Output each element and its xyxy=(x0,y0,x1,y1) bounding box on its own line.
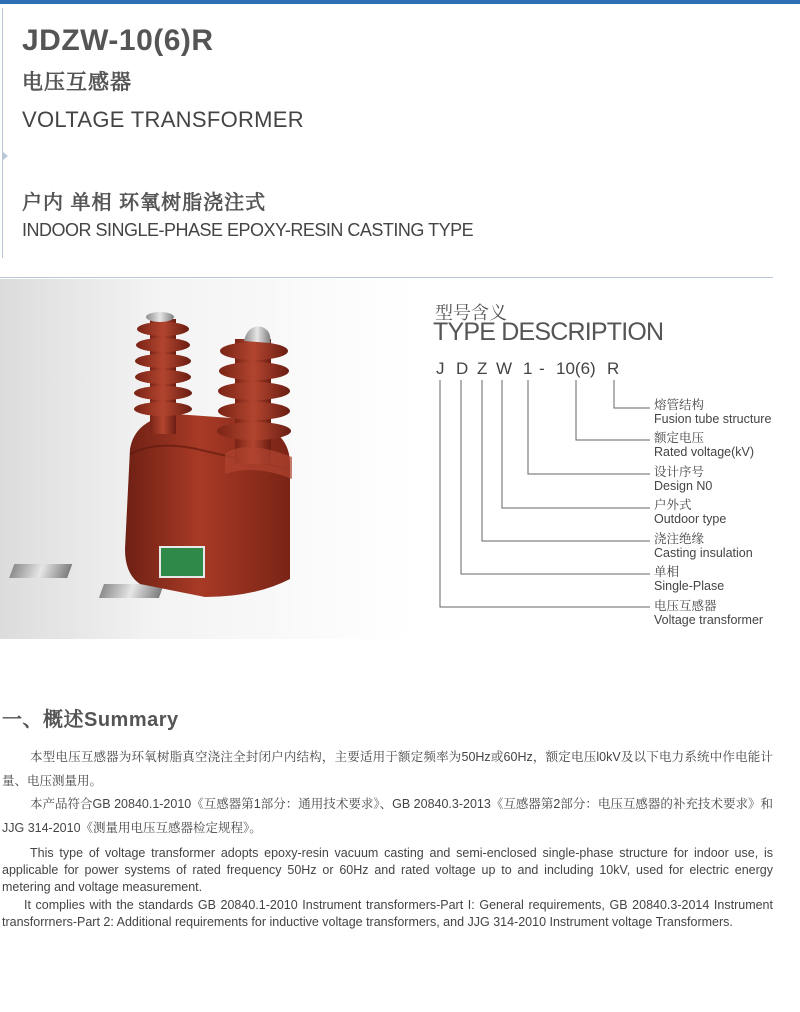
label-design-no-en: Design N0 xyxy=(654,479,713,493)
product-photo xyxy=(0,279,412,639)
label-rated-voltage-cn: 额定电压 xyxy=(654,431,705,445)
product-name-en: VOLTAGE TRANSFORMER xyxy=(22,107,304,132)
summary-paragraph-cn-1: 本型电压互感器为环氧树脂真空浇注全封闭户内结构，主要适用于额定频率为50Hz或60Hz，额定电压l0kV及以下电力系统中作电能计量、电压测量用。 xyxy=(2,750,773,788)
product-type-en: INDOOR SINGLE-PHASE EPOXY-RESIN CASTING TYPE xyxy=(22,220,474,240)
left-arrow-marker xyxy=(2,151,8,161)
code-letter-design-number: 1 xyxy=(523,359,533,378)
code-letter-w: W xyxy=(496,359,513,378)
product-name-cn: 电压互感器 xyxy=(22,71,132,94)
label-fusion-tube-en: Fusion tube structure xyxy=(654,412,772,426)
label-design-no-cn: 设计序号 xyxy=(654,465,705,479)
code-letter-dash: - xyxy=(539,359,545,378)
label-outdoor-cn: 户外式 xyxy=(654,498,692,512)
summary-paragraph-cn-2: 本产品符合GB 20840.1-2010《互感器第1部分：通用技术要求》、GB 20840.3-2013《互感器第2部分：电压互感器的补充技术要求》和JJG 314-2010《测量用电压互感器检定规程》。 xyxy=(2,797,773,835)
section-divider xyxy=(0,277,773,278)
summary-paragraph-en-1: This type of voltage transformer adopts epoxy-resin vacuum casting and semi-enclosed single-phase structure for indoor use, is applicable for power systems of rated frequency 50Hz or 60Hz and rated voltage up to and including 10kV, used for electric energy metering and voltage measurement. xyxy=(2,846,773,894)
label-single-phase-en: Single-Plase xyxy=(654,579,725,593)
product-type-cn: 户内 单相 环氧树脂浇注式 xyxy=(22,192,267,214)
label-fusion-tube-cn: 熔管结构 xyxy=(654,398,705,412)
voltage-transformer-illustration xyxy=(0,279,412,639)
label-casting-en: Casting insulation xyxy=(654,546,753,560)
label-voltage-transformer-cn: 电压互感器 xyxy=(654,599,717,613)
summary-paragraph-en-2: It complies with the standards GB 20840.1-2010 Instrument transformers-Part I: General requirements, GB 20840.3-2014 Instrument transforrners-Part 2: Additional requirements for inductive voltage transformers, and JJG 314-2010 Instrument voltage Transformers. xyxy=(2,898,773,929)
label-rated-voltage-en: Rated voltage(kV) xyxy=(654,445,755,459)
model-title: JDZW-10(6)R xyxy=(22,24,214,57)
type-description-title-en: TYPE DESCRIPTION xyxy=(433,318,664,346)
code-letter-j: J xyxy=(436,359,445,378)
label-casting-cn: 浇注绝缘 xyxy=(654,532,705,546)
type-description-title-cn: 型号含义 xyxy=(435,303,507,323)
label-outdoor-en: Outdoor type xyxy=(654,512,727,526)
label-single-phase-cn: 单相 xyxy=(654,565,680,579)
label-voltage-transformer-en: Voltage transformer xyxy=(654,613,764,627)
left-rule xyxy=(2,8,3,258)
code-letter-r: R xyxy=(607,359,620,378)
code-letter-d: D xyxy=(456,359,469,378)
top-accent-bar xyxy=(0,0,800,4)
code-letter-voltage: 10(6) xyxy=(556,359,596,378)
summary-title: 一、概述Summary xyxy=(2,709,179,731)
code-letter-z: Z xyxy=(477,359,488,378)
